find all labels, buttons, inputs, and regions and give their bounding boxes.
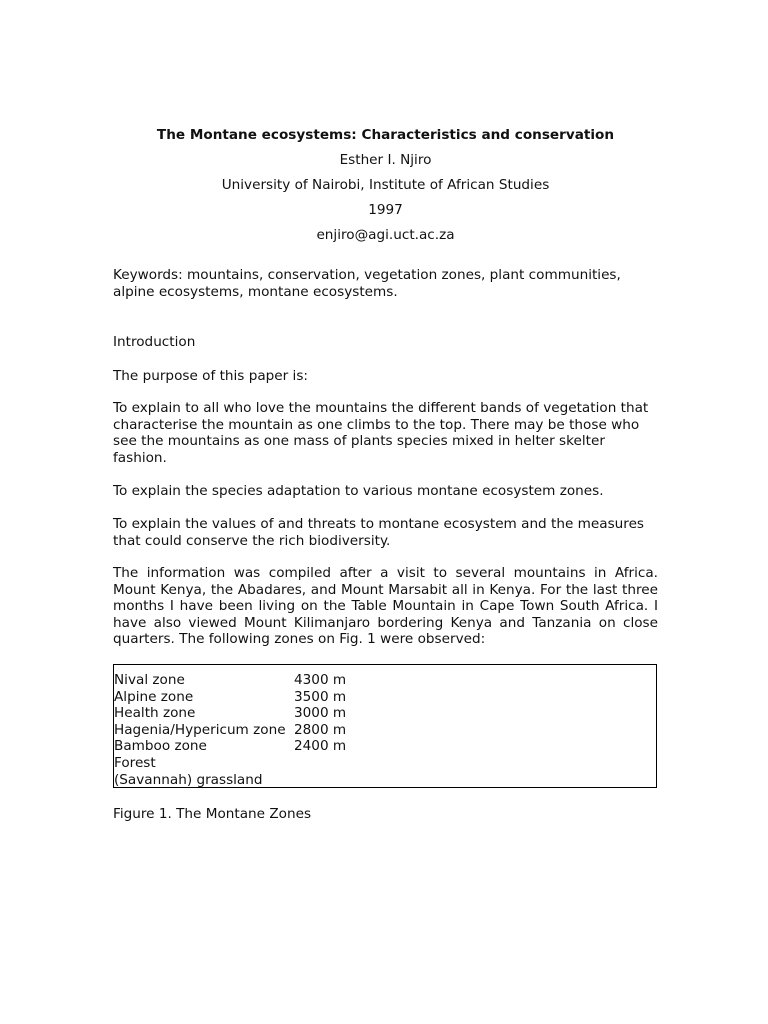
keywords-line: Keywords: mountains, conservation, vegetation zones, plant communities, bbox=[113, 267, 621, 283]
section-heading-introduction: Introduction bbox=[113, 334, 196, 350]
zone-row bbox=[114, 672, 346, 689]
purpose-statement: The purpose of this paper is: bbox=[113, 368, 308, 384]
paragraph-line: The information was compiled after a visit to several mountains in Africa. bbox=[113, 565, 658, 581]
paragraph-line: months I have been living on the Table Mountain in Cape Town South Africa. I bbox=[113, 598, 658, 615]
zone-altitude: 2400 m bbox=[294, 738, 347, 755]
zone-altitude bbox=[294, 755, 346, 772]
paragraph-line: fashion. bbox=[113, 449, 167, 466]
montane-zones-box bbox=[113, 664, 657, 788]
paragraph-line: Mount Kenya, the Abadares, and Mount Marsabit all in Kenya. For the last three bbox=[113, 581, 658, 598]
zone-altitude: 4300 m bbox=[294, 672, 347, 688]
author-name: Esther I. Njiro bbox=[339, 152, 432, 168]
keywords-paragraph bbox=[113, 267, 658, 300]
zone-name: Health zone bbox=[114, 705, 196, 722]
paragraph-information-source bbox=[113, 565, 658, 648]
zone-name: Alpine zone bbox=[114, 688, 194, 705]
author-email: enjiro@agi.uct.ac.za bbox=[316, 227, 455, 243]
zone-row bbox=[114, 772, 346, 789]
paragraph-line: To explain the values of and threats to montane ecosystem and the measures bbox=[113, 516, 645, 532]
paragraph-line: that could conserve the rich biodiversity. bbox=[113, 532, 391, 549]
zone-name: Hagenia/Hypericum zone bbox=[114, 721, 286, 738]
paragraph-line: quarters. The following zones on Fig. 1 were observed: bbox=[113, 631, 486, 648]
zone-name: Nival zone bbox=[114, 672, 185, 688]
paragraph-line: see the mountains as one mass of plants species mixed in helter skelter bbox=[113, 433, 605, 450]
zone-row bbox=[114, 738, 346, 755]
zone-name: Bamboo zone bbox=[114, 738, 207, 755]
paragraph-values-threats bbox=[113, 516, 658, 549]
zone-altitude: 3500 m bbox=[294, 688, 347, 705]
zone-altitude: 3000 m bbox=[294, 705, 347, 722]
paragraph-line: have also viewed Mount Kilimanjaro bordering Kenya and Tanzania on close bbox=[113, 614, 658, 631]
zone-row bbox=[114, 705, 346, 722]
paragraph-vegetation-bands bbox=[113, 400, 658, 466]
zone-row bbox=[114, 689, 346, 706]
montane-zones-table bbox=[114, 672, 346, 788]
figure-caption: Figure 1. The Montane Zones bbox=[113, 806, 312, 822]
zone-altitude bbox=[294, 772, 346, 789]
paragraph-line: characterise the mountain as one climbs to the top. There may be those who bbox=[113, 416, 640, 433]
zone-name: Forest bbox=[114, 754, 156, 771]
zone-altitude: 2800 m bbox=[294, 721, 347, 738]
paper-title: The Montane ecosystems: Characteristics and conservation bbox=[156, 127, 615, 143]
zone-row bbox=[114, 722, 346, 739]
publication-year: 1997 bbox=[368, 202, 403, 218]
zone-row bbox=[114, 755, 346, 772]
author-affiliation: University of Nairobi, Institute of African Studies bbox=[221, 177, 550, 193]
keywords-line: alpine ecosystems, montane ecosystems. bbox=[113, 283, 398, 300]
zone-name: (Savannah) grassland bbox=[114, 771, 263, 788]
paragraph-line: To explain to all who love the mountains the different bands of vegetation that bbox=[113, 400, 649, 416]
paragraph-species-adaptation: To explain the species adaptation to various montane ecosystem zones. bbox=[113, 483, 604, 499]
